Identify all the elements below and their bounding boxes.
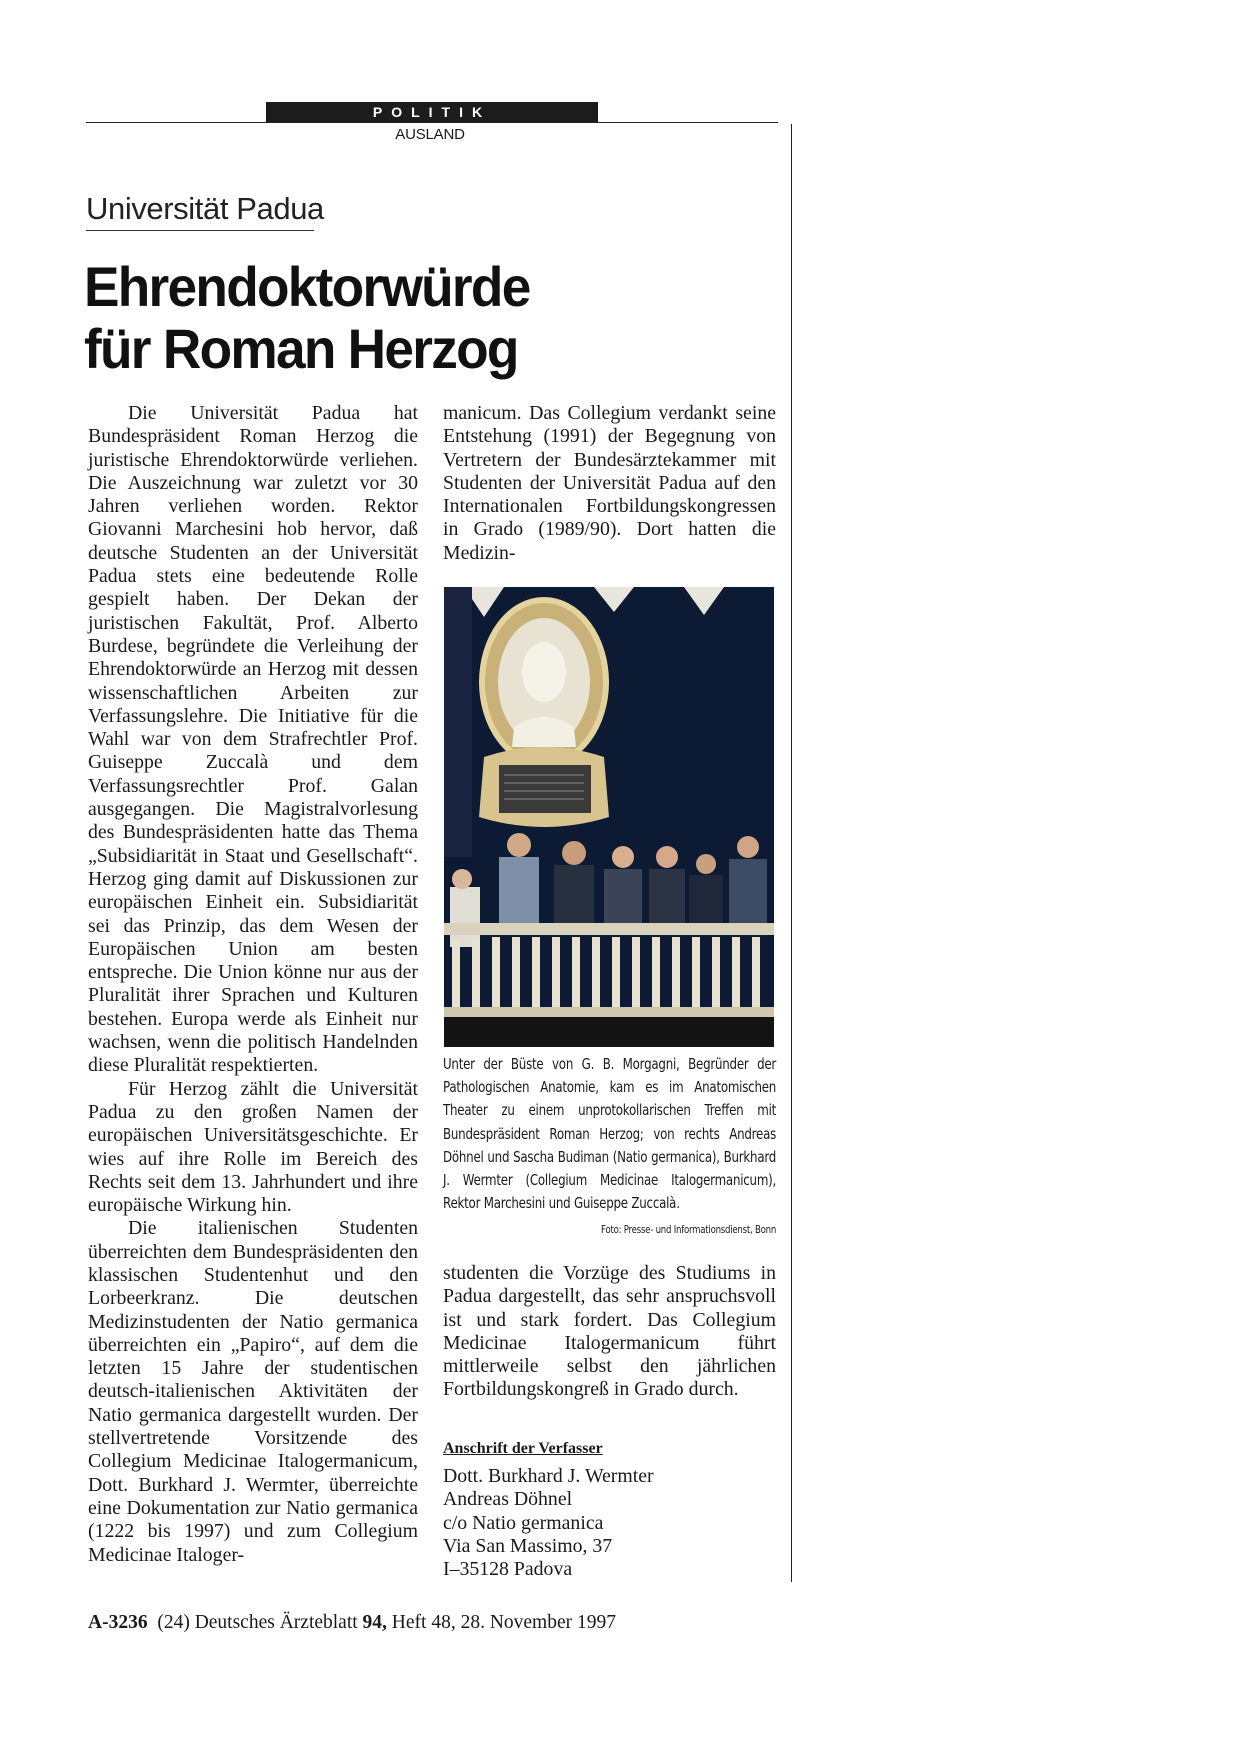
column-left: [88, 402, 418, 1567]
headline: [84, 256, 730, 380]
address-line: I–35128 Padova: [443, 1558, 573, 1581]
photo-credit: Foto: Presse- und Informationsdienst, Bonn: [601, 1223, 777, 1237]
photo-illustration: [444, 587, 774, 1047]
address-line: Via San Massimo, 37: [443, 1534, 613, 1557]
paragraph: Die italienischen Studenten überreichten dem Bundespräsidenten den klassischen Studentenhut und den Lorbeerkranz. Die deutschen Medizinstudenten der Natio germanica überreichten ein „Papiro“, auf dem die letzten 15 Jahre der studentischen deutsch-italienischen Aktivitäten der Natio germanica dargestellt wurden. Der stellvertretende Vorsitzende des Collegium Medicinae Italogermanicum, Dott. Burkhard J. Wermter, überreichte eine Dokumentation zur Natio germanica (1222 bis 1997) und zum Collegium Medicinae Italoger-: [88, 1217, 418, 1566]
headline-line-2: für Roman Herzog: [84, 317, 518, 380]
paragraph: Die Universität Padua hat Bundespräsident Roman Herzog die juristische Ehrendoktorwürde verliehen. Die Auszeichnung war zuletzt vor 30 Jahren verliehen worden. Rektor Giovanni Marchesini hob hervor, daß deutsche Studenten an der Universität Padua stets eine bedeutende Rolle gespielt haben. Der Dekan der juristischen Fakultät, Prof. Alberto Burdese, begründete die Verleihung der Ehrendoktorwürde an Herzog mit dessen wissenschaftlichen Arbeiten zur Verfassungslehre. Die Initiative für die Wahl war von dem Strafrechtler Prof. Guiseppe Zuccalà und dem Verfassungsrechtler Prof. Galan ausgegangen. Die Magistralvorlesung des Bundespräsidenten hatte das Thema „Subsidiarität in Staat und Gesellschaft“. Herzog ging damit auf Diskussionen zur europäischen Einheit ein. Subsidiarität sei das Prinzip, das dem Wesen der Europäischen Union am besten entspreche. Die Union könne nur aus der Pluralität ihrer Sprachen und Kulturen bestehen. Europa werde als Einheit nur wachsen, wenn die politisch Handelnden diese Pluralität respektierten.: [88, 402, 418, 1077]
paragraph: studenten die Vorzüge des Studiums in Padua dargestellt, das sehr anspruchsvoll ist und stark fordert. Das Collegium Medicinae Italogermanicum führt mittlerweile selbst den jährlichen Fortbildungskongreß in Grado durch.: [443, 1262, 776, 1401]
kicker-rule: [86, 230, 314, 231]
address-line: Dott. Burkhard J. Wermter: [443, 1465, 654, 1487]
journal-name: (24) Deutsches Ärzteblatt: [157, 1612, 358, 1633]
article-photo: [444, 587, 774, 1047]
caption-text: Unter der Büste von G. B. Morgagni, Begründer der Pathologischen Anatomie, kam es im Anatomischen Theater zu einem unprotokollarischen Treffen mit Bundespräsident Roman Herzog; von rechts Andreas Döhnel und Sascha Budiman (Natio germanica), Burkhard J. Wermter (Collegium Medicinae Italogermanicum), Rektor Marchesini und Guiseppe Zuccalà.: [443, 1055, 777, 1213]
issue-info: Heft 48, 28. November 1997: [391, 1612, 616, 1633]
address-title: Anschrift der Verfasser: [443, 1440, 603, 1457]
section-bar: POLITIK: [266, 102, 598, 122]
subsection-label: AUSLAND: [395, 126, 465, 143]
page-footer: [88, 1612, 616, 1634]
header-rule: [86, 122, 778, 123]
paragraph: manicum. Das Collegium verdankt seine Entstehung (1991) der Begegnung von Vertretern der Bundesärztekammer mit Studenten der Universität Padua auf den Internationalen Fortbildungskongressen in Grado (1989/90). Dort hatten die Medizin-: [443, 402, 776, 564]
column-rule: [791, 124, 792, 1582]
address-line: Andreas Döhnel: [443, 1488, 573, 1511]
volume-number: 94,: [362, 1612, 387, 1633]
photo-caption: [443, 1053, 776, 1242]
address-line: c/o Natio germanica: [443, 1511, 604, 1534]
page-number: A-3236: [88, 1612, 148, 1633]
column-right-bottom: [443, 1262, 776, 1402]
headline-line-1: Ehrendoktorwürde: [84, 255, 530, 318]
column-right-top: [443, 402, 776, 565]
author-address: [443, 1465, 654, 1581]
paragraph: Für Herzog zählt die Universität Padua zu den großen Namen der europäischen Universitätsgeschichte. Er wies auf ihre Rolle im Bereich des Rechts seit dem 13. Jahrhundert und ihre europäische Wirkung hin.: [88, 1077, 418, 1217]
article-kicker: Universität Padua: [86, 191, 324, 226]
